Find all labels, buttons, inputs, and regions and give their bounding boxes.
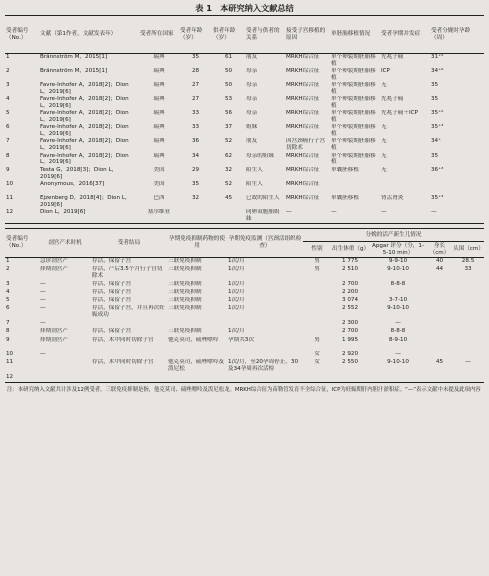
table-cell: 三联免疫抑制	[168, 305, 202, 312]
table-cell: 34⁺	[431, 138, 442, 145]
table-cell: Testa G，2018[3]；Dion L，2019[6]	[40, 166, 118, 180]
header-cell: 文献（第1作者，文献发表年）	[39, 16, 139, 54]
header-group-cell: 分娩的活产新生儿情况	[303, 229, 484, 242]
table-cell: 瑞典	[153, 95, 165, 102]
header-cell: 单胚胎移植情况	[330, 16, 380, 54]
table-cell: 陌生人	[246, 180, 263, 187]
table-row	[5, 281, 484, 289]
table-cell	[427, 328, 452, 336]
header-cell: 性别	[303, 242, 331, 258]
header-cell: 受者结局	[91, 229, 167, 258]
table-cell: 35⁺²	[431, 110, 444, 116]
table-cell	[331, 374, 369, 382]
table-cell: 三联免疫抑制	[168, 280, 202, 287]
table-cell: 8-8-8	[390, 328, 406, 335]
table-row	[5, 68, 484, 82]
table-cell: 单个卵裂期胚胎移植	[331, 95, 376, 109]
table-cell: 三联免疫抑制	[168, 258, 202, 265]
table-cell: 10	[6, 180, 14, 187]
table-cell	[167, 320, 227, 328]
table-row	[5, 305, 484, 320]
table-cell: 9-10-10	[387, 305, 409, 312]
table-cell: 45	[435, 359, 444, 366]
table-cell: 单个卵裂期胚胎移植	[331, 67, 376, 81]
table-cell: 9-10-10	[387, 265, 409, 272]
table-cell: 8-8-8	[390, 280, 406, 287]
table-row	[5, 359, 484, 374]
table-cell	[303, 328, 331, 336]
table-row	[5, 153, 484, 167]
table-cell	[330, 181, 380, 195]
table-cell	[227, 320, 303, 328]
table-cell: 31⁺⁵	[431, 54, 444, 60]
table-cell: Anonymous，2016[37]	[40, 180, 105, 187]
table-cell: 9-10-10	[387, 359, 409, 366]
table-cell: 无	[381, 124, 387, 131]
table-cell	[430, 181, 484, 195]
table-cell	[452, 289, 484, 297]
table-cell: 1次/月	[228, 258, 245, 265]
table-cell: 9-9-10	[388, 258, 408, 265]
table-cell	[39, 374, 91, 382]
table-cell: —	[331, 209, 337, 216]
table-cell: 母亲的姐妹	[246, 152, 274, 159]
table-cell: ICP	[381, 67, 390, 74]
table-row	[5, 258, 484, 266]
table-cell: 12	[6, 374, 14, 381]
table-cell	[303, 297, 331, 305]
table-cell: MRKH综合征	[286, 81, 320, 88]
table-row	[5, 54, 484, 68]
table-row	[5, 96, 484, 110]
table-cell: —	[286, 209, 292, 216]
table-cell: 同卵双胞胎姐妹	[246, 209, 280, 223]
table-cell: 巴西	[153, 195, 165, 202]
header-cell: 受者与供者的关系	[245, 16, 285, 54]
table-cell: 朋友	[246, 138, 258, 145]
table-cell: 28.5	[461, 258, 475, 265]
table-cell: 1次/月	[228, 288, 245, 295]
table-cell	[452, 281, 484, 289]
table-cell: —	[381, 209, 387, 216]
table-cell: 先兆子痫	[381, 54, 404, 60]
table-cell: 美国	[153, 180, 165, 187]
table-cell: 12	[6, 209, 14, 216]
table-cell: MRKH综合征	[286, 54, 320, 60]
table-cell: 29	[191, 166, 200, 173]
table-row	[5, 266, 484, 281]
table-cell: 母亲	[246, 110, 258, 116]
table-cell: 35⁺³	[431, 124, 444, 131]
table-cell: 存活，保留子宫	[92, 258, 132, 265]
table2-header-row-1	[5, 229, 484, 242]
table-cell	[179, 209, 212, 223]
table-cell: 孕期共3次	[228, 336, 254, 343]
table-cell: MRKH综合征	[286, 195, 320, 202]
table-cell: MRKH综合征	[286, 166, 320, 173]
table-cell: —	[431, 209, 437, 216]
table-cell: 52	[224, 180, 233, 187]
table-cell: 11	[6, 359, 14, 366]
table-cell	[427, 289, 452, 297]
table-cell: —	[395, 320, 401, 326]
table-cell: 2 200	[341, 288, 358, 295]
table-cell: 53	[224, 95, 233, 102]
table-cell: 急诊剖宫产	[40, 258, 68, 265]
table-cell: 存活，保留子宫	[92, 280, 132, 287]
table-cell: 存活，术中同时切除子宫	[92, 336, 154, 343]
table-cell: 36	[191, 138, 200, 145]
table-cell: 存活，保留子宫	[92, 288, 132, 295]
table-cell: 肾盂肾炎	[381, 195, 404, 202]
table-cell: 36⁺³	[431, 166, 444, 173]
table-cell: 50	[224, 67, 233, 74]
table-cell	[452, 297, 484, 305]
table-cell: 8	[6, 328, 10, 335]
table-cell: 1次/月	[228, 265, 245, 272]
table-row	[5, 124, 484, 138]
table-cell	[427, 320, 452, 328]
table-cell: 50	[224, 81, 233, 88]
table-cell: 瑞典	[153, 138, 165, 145]
table-cell: 3	[6, 280, 10, 287]
table-cell: Favre-Inhofer A，2018[2]；Dion L，2019[6]	[40, 152, 129, 166]
table-cell: Brännström M，2015[1]	[40, 67, 108, 74]
table-cell: 34	[191, 152, 200, 159]
table-cell: 32	[191, 195, 200, 202]
table-cell: 3 074	[341, 297, 358, 304]
table-cell: 单囊胚移植	[331, 166, 359, 173]
table-cell: 三联免疫抑制	[168, 297, 202, 304]
table-cell: MRKH综合征	[286, 124, 320, 131]
table-cell	[369, 374, 427, 382]
table-cell: 11	[6, 195, 14, 202]
table-cell: 3-7-10	[388, 297, 408, 304]
table-cell: 1	[6, 54, 10, 60]
table-cell: 女	[314, 359, 320, 366]
table-cell: 33	[464, 265, 472, 272]
table-cell	[452, 374, 484, 382]
table-cell: 2 700	[341, 328, 358, 335]
table-cell: Dion L，2019[6]	[40, 209, 86, 216]
table-cell: MRKH综合征	[286, 110, 320, 116]
table-cell: 母亲	[246, 67, 258, 74]
table-cell: 62	[224, 152, 233, 159]
table-cell: 9	[6, 336, 10, 343]
header-cell: 受者编号（No.）	[5, 16, 39, 54]
table-cell: 1次/月	[228, 328, 245, 335]
table-cell: 34⁺⁶	[431, 67, 444, 74]
table-cell: MRKH综合征	[286, 180, 320, 187]
header-cell: 受者所在国家	[139, 16, 179, 54]
table-cell: —	[40, 305, 46, 312]
table-cell	[91, 351, 167, 359]
table-cell: 瑞典	[153, 67, 165, 74]
table-row	[5, 82, 484, 96]
table-row	[5, 289, 484, 297]
table-cell: 35	[431, 152, 439, 159]
table-cell: 无	[381, 166, 387, 173]
table-cell: 8-9-10	[388, 336, 408, 343]
table-cell: MRKH综合征	[286, 95, 320, 102]
header-cell: 受者编号（No.）	[5, 229, 39, 258]
table-cell: 瑞典	[153, 110, 165, 116]
table-cell: 陌生人	[246, 166, 263, 173]
table-cell: 2 510	[341, 265, 358, 272]
table-cell: 2	[6, 265, 10, 272]
header-cell: 孕期免疫监测（宫颈活组织检查）	[227, 229, 303, 258]
summary-table-1	[5, 15, 484, 224]
table-cell: Favre-Inhofer A，2018[2]；Dion L，2019[6]	[40, 138, 129, 152]
table-cell	[452, 351, 484, 359]
table-cell: 2	[6, 67, 10, 74]
table-cell	[427, 351, 452, 359]
table-cell: 1 775	[341, 258, 358, 265]
table-cell: 三联免疫抑制	[168, 328, 202, 335]
table-cell: 35	[431, 81, 439, 88]
table-cell: 他克莫司，硫唑嘌呤及泼尼松	[168, 359, 224, 373]
table-row	[5, 337, 484, 352]
table-row	[5, 374, 484, 382]
table-cell: 40	[435, 258, 444, 265]
table-cell: 男	[314, 265, 320, 272]
table-cell: 3	[6, 81, 10, 88]
table-cell: 6	[6, 124, 10, 131]
table-cell	[427, 281, 452, 289]
table-cell: MRKH综合征	[286, 67, 320, 74]
table-cell: 三联免疫抑制	[168, 265, 202, 272]
table-row	[5, 320, 484, 328]
table-cell: 1次/月	[228, 280, 245, 287]
table-cell: —	[40, 288, 46, 295]
table-cell: 单囊胚移植	[331, 195, 359, 202]
table-cell: 女	[314, 351, 320, 358]
table-cell: Favre-Inhofer A，2018[2]；Dion L，2019[6]	[40, 95, 129, 109]
table-cell: 4	[6, 95, 10, 102]
header-cell: 受者分娩时孕龄（周）	[430, 16, 484, 54]
table-cell: 56	[224, 110, 233, 116]
table-cell: 2 300	[341, 320, 358, 326]
table-cell: 61	[224, 54, 233, 60]
table-cell: Favre-Inhofer A，2018[2]；Dion L，2019[6]	[40, 124, 129, 138]
table-cell: 27	[191, 95, 200, 102]
table-cell: 存活，产后3.5个月行子宫切除术	[92, 265, 163, 279]
table-cell: 35	[431, 95, 439, 102]
table-cell	[427, 337, 452, 352]
table-cell: —	[465, 359, 471, 366]
table-cell: 1次/月	[228, 305, 245, 312]
table-cell: 4	[6, 288, 10, 295]
table-cell: 瑞典	[153, 124, 165, 131]
table-cell	[303, 289, 331, 297]
table-cell: 瑞典	[153, 54, 165, 60]
table-cell: 10	[6, 351, 14, 358]
table-cell: —	[40, 280, 46, 287]
header-cell: 孕期免疫抑制药物的使用	[167, 229, 227, 258]
table-cell: 5	[6, 297, 10, 304]
table-cell: 存活，保留子宫	[92, 297, 132, 304]
table-cell: 35⁺³	[431, 195, 444, 202]
table-cell: —	[40, 297, 46, 304]
table-cell: 择期剖宫产	[40, 265, 68, 272]
table-cell: 5	[6, 110, 10, 116]
table-row	[5, 195, 484, 209]
table-cell: 存活，术中同时切除子宫	[92, 359, 154, 366]
table-cell	[303, 320, 331, 328]
table-cell	[91, 320, 167, 328]
table-cell: Brännström M，2015[1]	[40, 54, 108, 60]
table-row	[5, 209, 484, 223]
table1-header-row	[5, 16, 484, 54]
table-cell	[167, 374, 227, 382]
table-cell: 35	[191, 54, 200, 60]
table-cell: 1	[6, 258, 10, 265]
table-cell: 单个卵裂期胚胎移植	[331, 81, 376, 95]
table-cell: 无	[381, 152, 387, 159]
table-row	[5, 167, 484, 181]
table-cell: 单个卵裂期胚胎移植	[331, 110, 376, 123]
table-cell: 52	[224, 138, 233, 145]
table-cell: Ejzenberg D，2018[4]；Dion L，2019[6]	[40, 195, 131, 209]
table-cell	[427, 297, 452, 305]
table-cell: 男	[314, 258, 320, 265]
summary-table-2	[5, 228, 484, 383]
table-cell: 他克莫司，硫唑嘌呤	[168, 336, 219, 343]
header-cell: 供者年龄（岁）	[212, 16, 245, 54]
table-cell: 男	[314, 336, 320, 343]
table-cell: 母亲	[246, 81, 258, 88]
table-cell: 朋友	[246, 54, 258, 60]
table-cell: 存活，保留子宫，并且再次妊娠成功	[92, 305, 165, 319]
table-row	[5, 110, 484, 124]
table-cell	[452, 305, 484, 320]
table-cell: 45	[224, 195, 233, 202]
table-cell: 2 920	[341, 351, 358, 358]
table-footnote: 注：本研究纳入文献共计涉及12例受者。三联免疫抑制是指，他克莫司、硫唑嘌呤及泼尼松龙。MRKH综合征为苗勒管发育不全综合征，ICP为妊娠期肝内胆汁淤积症。“—”表示文献中未提及此项内容	[7, 386, 481, 393]
table-cell: 7	[6, 320, 10, 326]
table-cell: 无	[381, 81, 387, 88]
table-cell: 2 552	[341, 305, 358, 312]
table-cell: 37	[224, 124, 233, 131]
table-cell	[212, 209, 245, 223]
table-cell: 择期剖宫产	[40, 336, 68, 343]
table-cell	[303, 281, 331, 289]
table-cell: 先兆子痫	[381, 95, 404, 102]
table-cell: 9	[6, 166, 10, 173]
table-cell: 因宫颈癌行子宫切除术	[286, 138, 326, 152]
table-cell: Favre-Inhofer A，2018[2]；Dion L，2019[6]	[40, 81, 129, 95]
table-cell	[39, 359, 91, 374]
table-cell: 1次/月	[228, 297, 245, 304]
table-cell: 美国	[153, 166, 165, 173]
header-cell: 受者年龄（岁）	[179, 16, 212, 54]
table-row	[5, 138, 484, 152]
table-cell: 33	[191, 124, 200, 131]
table-cell: Favre-Inhofer A，2018[2]；Dion L，2019[6]	[40, 110, 129, 123]
table-cell: —	[40, 351, 46, 358]
table-cell: 存活，保留子宫	[92, 328, 132, 335]
table-cell: 7	[6, 138, 10, 145]
header-cell: 受者孕期并发症	[380, 16, 430, 54]
header-cell: Apgar 评分（分，1-5-10 min）	[369, 242, 427, 258]
table-caption: 表 1 本研究纳入文献总结	[195, 3, 294, 13]
table-cell: 母亲	[246, 95, 258, 102]
table-cell	[369, 289, 427, 297]
table-cell: 三联免疫抑制	[168, 288, 202, 295]
table-cell	[91, 374, 167, 382]
header-cell: 出生体重（g）	[331, 242, 369, 258]
table-cell	[452, 337, 484, 352]
table-cell: 1 995	[341, 336, 358, 343]
table-cell	[427, 305, 452, 320]
table-cell: 27	[191, 81, 200, 88]
table-cell	[427, 374, 452, 382]
table-cell: —	[395, 351, 401, 358]
table-cell: 先兆子痫＋ICP	[381, 110, 418, 116]
table-cell	[227, 374, 303, 382]
table-cell: 2 700	[341, 280, 358, 287]
table-cell: —	[40, 320, 46, 326]
table-cell: 33	[191, 110, 200, 116]
table-cell	[452, 320, 484, 328]
table-cell: 2 550	[341, 359, 358, 366]
table-cell: 塞尔维亚	[147, 209, 171, 216]
header-cell: 身长（cm）	[427, 242, 452, 258]
table-cell: 8	[6, 152, 10, 159]
table-cell: 单个卵裂期胚胎移植	[331, 124, 376, 138]
table-cell	[380, 181, 430, 195]
table-cell	[303, 305, 331, 320]
table-cell	[452, 328, 484, 336]
table-cell	[167, 351, 227, 359]
table-row	[5, 181, 484, 195]
table-cell: 35	[191, 180, 200, 187]
table-row	[5, 351, 484, 359]
table-cell: 瑞典	[153, 152, 165, 159]
table-row	[5, 328, 484, 336]
table-row	[5, 297, 484, 305]
header-cell: 头围（cm）	[452, 242, 484, 258]
header-cell: 接受子宫移植的原因	[285, 16, 330, 54]
table-cell: 6	[6, 305, 10, 312]
table-cell: 32	[224, 166, 233, 173]
table-cell: 姐妹	[246, 124, 258, 131]
table-cell: 1次/月，至20孕周停止，30及34孕周再次活检	[228, 359, 299, 373]
table-cell	[227, 351, 303, 359]
table-cell: 单个卵裂期胚胎移植	[331, 138, 376, 152]
table-cell: 28	[191, 67, 200, 74]
table-cell: 无	[381, 138, 387, 145]
table-cell: 瑞典	[153, 81, 165, 88]
table-cell	[303, 374, 331, 382]
header-cell: 剖宫产术时机	[39, 229, 91, 258]
table-cell: 已故的陌生人	[246, 195, 280, 202]
table-cell: 44	[435, 265, 444, 272]
table-cell: 单个卵裂期胚胎移植	[331, 54, 376, 67]
table-cell: 择期剖宫产	[40, 328, 68, 335]
table-cell: MRKH综合征	[286, 152, 320, 159]
table-cell: 单个卵裂期胚胎移植	[331, 152, 376, 166]
